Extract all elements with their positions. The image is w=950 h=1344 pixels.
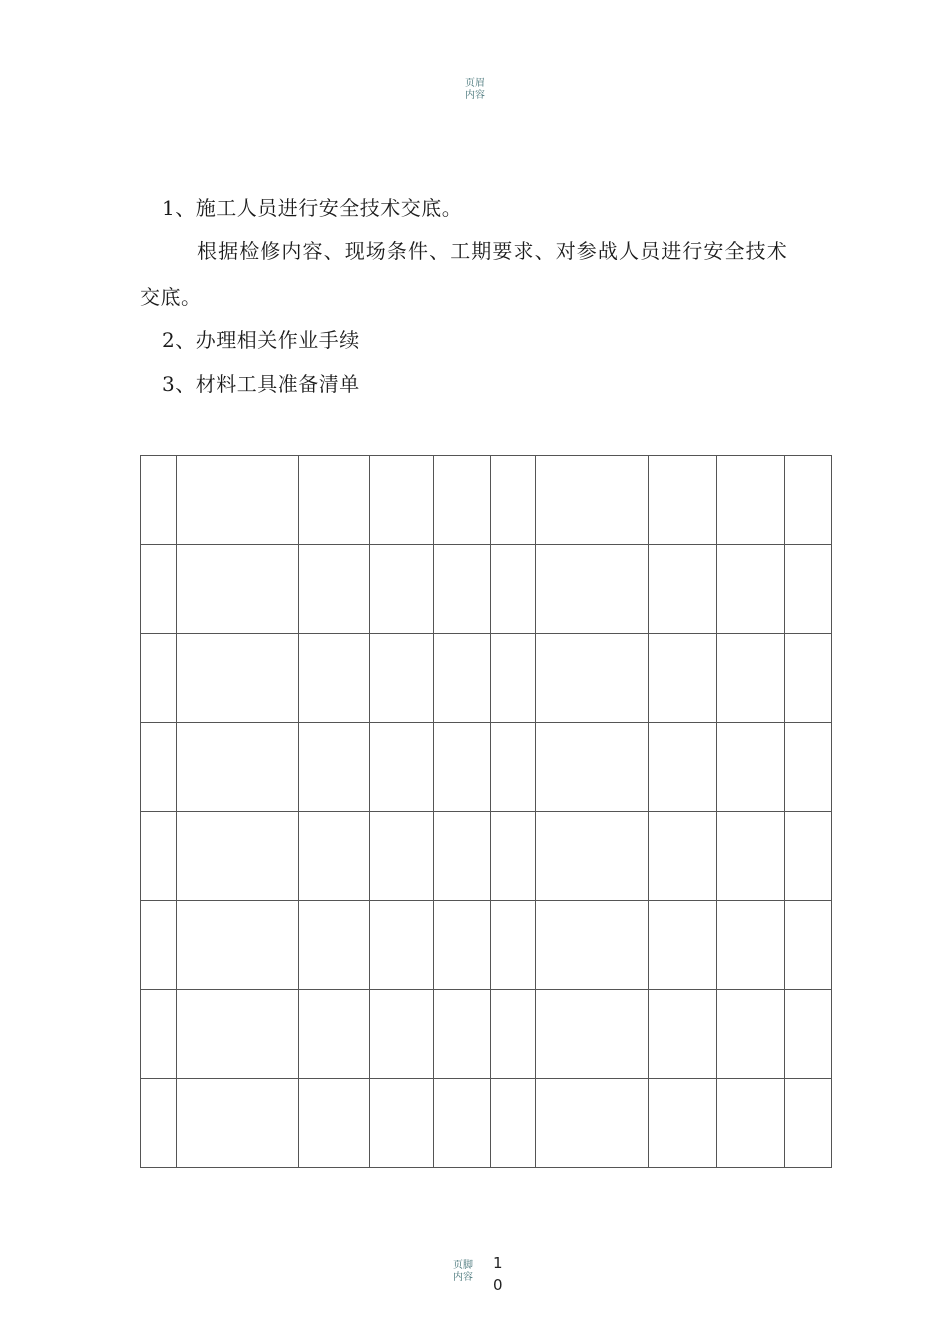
table-cell [177,634,299,723]
table-cell [491,812,536,901]
table-cell [370,1079,434,1168]
table-cell [299,901,370,990]
table-cell [717,812,785,901]
header-line-2: 内容 [465,90,485,101]
table-row [141,634,832,723]
table-cell [717,901,785,990]
table-cell [717,1079,785,1168]
table-row [141,1079,832,1168]
table-cell [299,634,370,723]
page-number-digit-2: 0 [493,1276,503,1294]
table-cell [370,901,434,990]
table-cell [785,901,832,990]
table-cell [370,723,434,812]
table-cell [717,634,785,723]
table-cell [141,990,177,1079]
table-cell [717,545,785,634]
header-line-1: 页眉 [465,78,485,89]
table-cell [141,634,177,723]
table-cell [299,990,370,1079]
table-cell [649,990,717,1079]
table-row [141,723,832,812]
table-cell [370,456,434,545]
table-cell [536,990,649,1079]
item-3-heading: 3、材料工具准备清单 [162,372,360,396]
table-cell [141,812,177,901]
table-cell [785,545,832,634]
table-cell [434,634,491,723]
table-cell [785,990,832,1079]
page-number [493,1252,503,1296]
table-cell [141,723,177,812]
footer-line-2: 内容 [453,1272,473,1283]
table-cell [177,1079,299,1168]
table-cell [717,456,785,545]
item-1-heading: 1、施工人员进行安全技术交底。 [162,196,463,220]
table-row [141,456,832,545]
table-cell [177,456,299,545]
table-cell [717,990,785,1079]
item-1-detail-line-2: 交底。 [140,285,202,309]
table-cell [649,545,717,634]
footer-line-1: 页脚 [453,1260,473,1271]
table-cell [536,901,649,990]
table-cell [434,456,491,545]
table-cell [299,723,370,812]
page-number-digit-1: 1 [493,1254,503,1272]
table-cell [177,545,299,634]
table-cell [785,634,832,723]
table-cell [141,1079,177,1168]
materials-tools-table [140,455,832,1168]
table-cell [299,545,370,634]
table-cell [434,545,491,634]
table-cell [536,456,649,545]
table-cell [434,990,491,1079]
table-row [141,901,832,990]
table-cell [491,634,536,723]
table-cell [370,812,434,901]
table-cell [491,990,536,1079]
table-cell [785,456,832,545]
page-footer [453,1260,473,1284]
table-cell [785,812,832,901]
table-cell [141,456,177,545]
table-cell [536,545,649,634]
table-cell [299,456,370,545]
table-cell [141,545,177,634]
table-cell [649,1079,717,1168]
table-cell [434,1079,491,1168]
table-cell [299,1079,370,1168]
item-1-detail-line-1: 根据检修内容、现场条件、工期要求、对参战人员进行安全技术 [197,239,788,263]
table-cell [536,812,649,901]
table-cell [785,1079,832,1168]
table-row [141,812,832,901]
table-cell [370,990,434,1079]
table-cell [649,456,717,545]
page-header [0,78,950,102]
table-cell [299,812,370,901]
table-cell [649,901,717,990]
table-cell [649,812,717,901]
table-cell [177,812,299,901]
item-2-heading: 2、办理相关作业手续 [162,328,360,352]
table-cell [177,901,299,990]
table-cell [536,1079,649,1168]
table-cell [491,723,536,812]
table-cell [434,723,491,812]
table-cell [370,634,434,723]
table-cell [536,723,649,812]
table-cell [141,901,177,990]
table-cell [434,901,491,990]
table-cell [370,545,434,634]
table-cell [491,456,536,545]
table-cell [491,1079,536,1168]
table-row [141,545,832,634]
table-cell [536,634,649,723]
table-cell [491,545,536,634]
table-cell [717,723,785,812]
table-cell [649,634,717,723]
table-row [141,990,832,1079]
table-cell [785,723,832,812]
table-cell [177,723,299,812]
table-cell [491,901,536,990]
table-cell [434,812,491,901]
table-cell [177,990,299,1079]
table-cell [649,723,717,812]
